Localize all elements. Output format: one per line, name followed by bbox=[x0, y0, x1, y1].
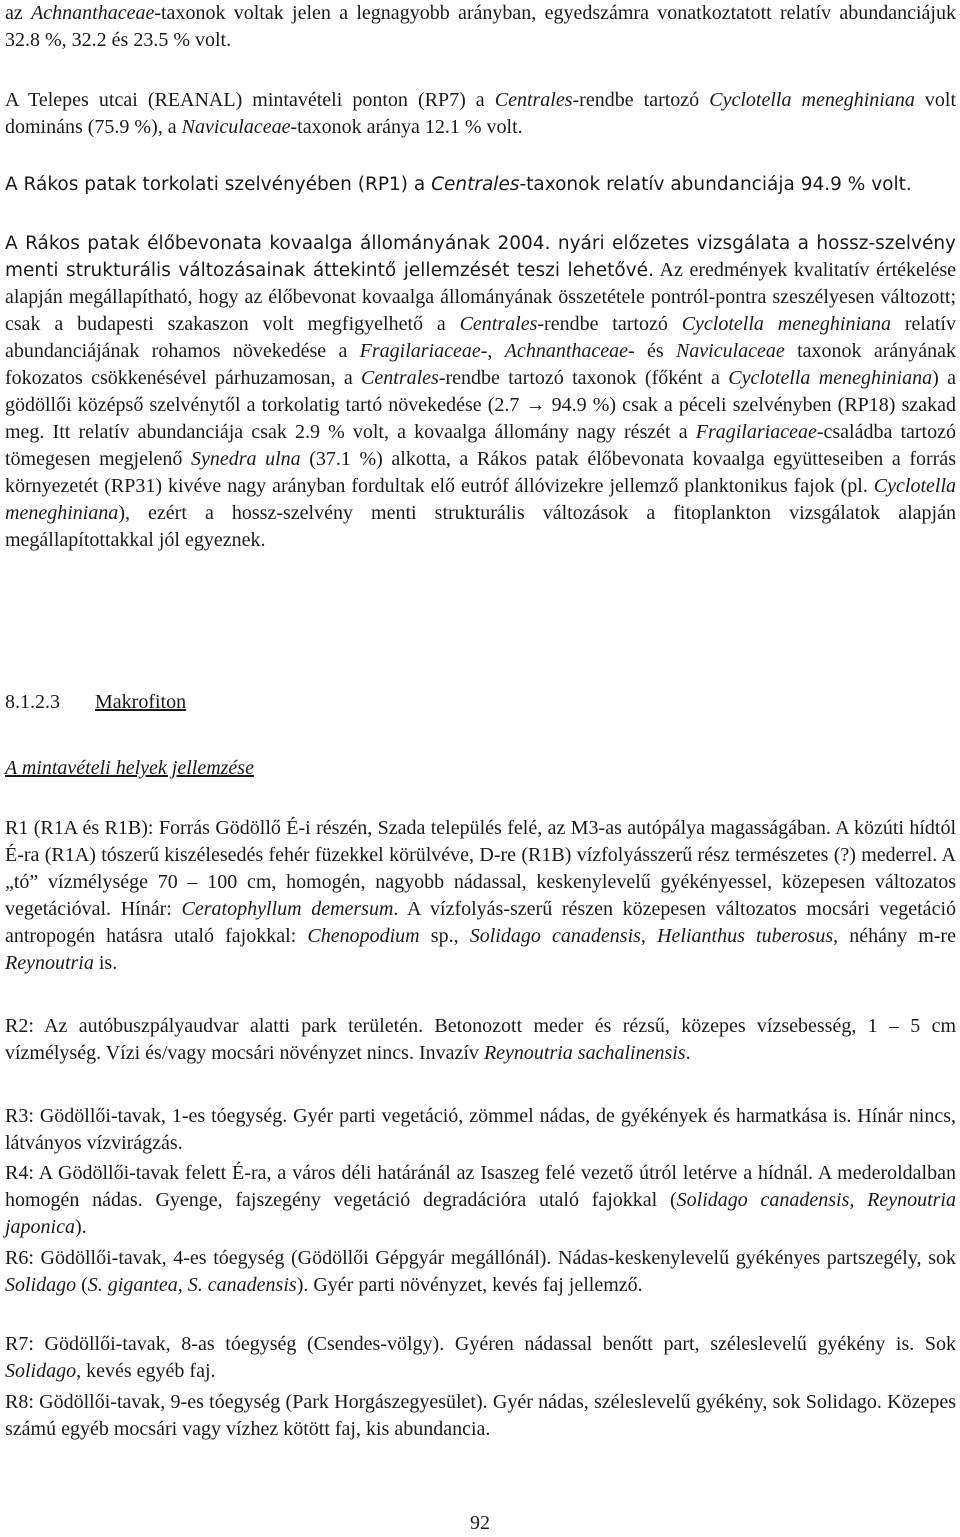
site-r6-description bbox=[5, 1245, 956, 1299]
subsection-heading bbox=[5, 755, 956, 782]
italic-text-run: Cyclotella meneghiniana bbox=[5, 475, 956, 524]
text-run: . bbox=[685, 1042, 691, 1064]
text-run: R6: Gödöllői-tavak, 4-es tóegység (Gödöllői Gépgyár megállónál). Nádas-keskenylevelű gyékényes partszegély, sok bbox=[5, 1247, 956, 1269]
paragraph-summary-evaluation bbox=[5, 230, 956, 554]
text-run: Makrofiton bbox=[95, 691, 187, 713]
italic-text-run: Solidago bbox=[5, 1274, 77, 1296]
italic-text-run: Solidago canadensis bbox=[469, 925, 641, 947]
page-number: 92 bbox=[470, 1512, 490, 1534]
text-run: -taxonok relatív abundanciája 94.9 % volt. bbox=[519, 174, 912, 195]
site-r3-description bbox=[5, 1103, 956, 1157]
italic-text-run: Fragilariaceae bbox=[359, 340, 481, 362]
italic-text-run: Ceratophyllum demersum bbox=[181, 898, 394, 920]
italic-text-run: Fragilariaceae bbox=[695, 421, 817, 443]
text-run: , bbox=[849, 1189, 868, 1211]
text-run: sp., bbox=[419, 925, 470, 947]
text-run: . A vízfolyás-szerű részen közepesen változatos mocsári vegetáció antropogén hatásra utaló fajokkal: bbox=[5, 898, 956, 947]
text-run: -rendbe tartozó taxonok (főként a bbox=[438, 367, 729, 389]
italic-text-run: Cyclotella meneghiniana bbox=[681, 313, 892, 335]
text-run: R2: Az autóbuszpályaudvar alatti park területén. Betonozott meder és rézsű, közepes vízsebesség, 1 – 5 cm vízmélység. Vízi és/vagy mocsári növényzet nincs. Invazív bbox=[5, 1015, 956, 1064]
text-run: R3: Gödöllői-tavak, 1-es tóegység. Gyér parti vegetáció, zömmel nádas, de gyékények és harmatkása is. Hínár nincs, látványos vízvirágzás. bbox=[5, 1105, 956, 1154]
text-run: az bbox=[5, 2, 32, 24]
text-run: R8: Gödöllői-tavak, 9-es tóegység (Park Horgászegyesület). Gyér nádas, széleslevelű gyékény, sok Solidago. Közepes számú egyéb mocsári vagy vízhez kötött faj, kis abundancia. bbox=[5, 1391, 956, 1440]
site-r7-description bbox=[5, 1331, 956, 1385]
italic-text-run: Naviculaceae bbox=[181, 116, 291, 138]
text-run: - és bbox=[628, 340, 676, 362]
text-run: -taxonok voltak jelen a legnagyobb arányban, egyedszámra vonatkoztatott relatív abundanciájuk 32.8 %, 32.2 és 23.5 % volt. bbox=[5, 2, 956, 51]
italic-text-run: Cyclotella meneghiniana bbox=[728, 367, 933, 389]
italic-text-run: Helianthus tuberosus bbox=[657, 925, 834, 947]
text-run: -, bbox=[480, 340, 505, 362]
text-run: R4: A Gödöllői-tavak felett É-ra, a város déli határánál az Isaszeg felé vezető útról letérve a hídnál. A mederoldalban homogén nádas. Gyenge, fajszegény vegetáció degradációra utaló fajokkal ( bbox=[5, 1162, 956, 1211]
italic-text-run: S. canadensis bbox=[187, 1274, 297, 1296]
italic-text-run: Solidago bbox=[5, 1360, 77, 1382]
italic-text-run: Reynoutria japonica bbox=[5, 1189, 956, 1238]
text-run: -rendbe tartozó bbox=[572, 89, 710, 111]
italic-text-run: Achnanthaceae bbox=[31, 2, 155, 24]
text-run: ). bbox=[75, 1216, 87, 1238]
text-run: -taxonok aránya 12.1 % volt. bbox=[290, 116, 523, 138]
text-run: ( bbox=[76, 1274, 88, 1296]
text-run: A Rákos patak élőbevonata kovaalga állományának 2004. nyári előzetes vizsgálata a hossz-szelvény menti strukturális változásainak áttekintő jellemzését teszi lehetővé. bbox=[5, 233, 956, 281]
text-run: , bbox=[177, 1274, 188, 1296]
text-run: 8.1.2.3 bbox=[5, 691, 60, 713]
italic-text-run: Centrales bbox=[459, 313, 538, 335]
text-run: R1 (R1A és R1B): Forrás Gödöllő É-i részén, Szada település felé, az M3-as autópálya magasságában. A közúti hídtól É-ra (R1A) tószerű kiszélesedés fehér füzekkel körülvéve, D-re (R1B) vízfolyásszerű rész természetes (?) mederrel. A „tó” vízmélysége 70 – 100 cm, homogén, nagyobb nádassal, keskenylevelű gyékényessel, közepesen változatos vegetációval. Hínár: bbox=[5, 817, 956, 920]
site-r1-description bbox=[5, 815, 956, 977]
italic-text-run: A mintavételi helyek jellemzése bbox=[5, 757, 254, 779]
paragraph-rakos-torkolat bbox=[5, 171, 956, 198]
text-run: , bbox=[640, 925, 658, 947]
italic-text-run: Solidago canadensis bbox=[676, 1189, 850, 1211]
italic-text-run: Centrales bbox=[361, 367, 439, 389]
italic-text-run: Naviculaceae bbox=[675, 340, 785, 362]
site-r8-description bbox=[5, 1389, 956, 1443]
paragraph-telepes-utca bbox=[5, 87, 956, 141]
site-r2-description bbox=[5, 1013, 956, 1067]
text-run: ), ezért a hossz-szelvény menti strukturális változások a fitoplankton vizsgálatok alapján megállapítottakkal jól egyeznek. bbox=[5, 502, 956, 551]
text-run: A Telepes utcai (REANAL) mintavételi ponton (RP7) a bbox=[5, 89, 495, 111]
italic-text-run: S. gigantea bbox=[87, 1274, 178, 1296]
italic-text-run: Centrales bbox=[431, 174, 520, 195]
paragraph-achnanthaceae-abundance bbox=[5, 0, 956, 54]
italic-text-run: Reynoutria sachalinensis bbox=[483, 1042, 686, 1064]
text-run: -rendbe tartozó bbox=[537, 313, 682, 335]
italic-text-run: Centrales bbox=[494, 89, 573, 111]
text-run: relatív abundanciájának rohamos növekedése a bbox=[5, 313, 956, 362]
text-run: , néhány m-re bbox=[833, 925, 956, 947]
text-run: ) a gödöllői középső szelvénytől a torkolatig tartó növekedése (2.7 → 94.9 %) csak a péceli szelvényben (RP18) szakad meg. Itt relatív abundanciája csak 2.9 % volt, a kovaalga állomány nagy részét a bbox=[5, 367, 956, 443]
site-r4-description bbox=[5, 1160, 956, 1241]
text-run: is. bbox=[93, 952, 118, 974]
italic-text-run: Chenopodium bbox=[307, 925, 420, 947]
italic-text-run: Achnanthaceae bbox=[504, 340, 628, 362]
text-run: taxonok arányának fokozatos csökkenésével párhuzamosan, a bbox=[5, 340, 956, 389]
text-run: , kevés egyéb faj. bbox=[76, 1360, 216, 1382]
italic-text-run: Synedra ulna bbox=[191, 448, 301, 470]
text-run: R7: Gödöllői-tavak, 8-as tóegység (Csendes-völgy). Gyéren nádassal benőtt part, széleslevelű gyékény is. Sok bbox=[5, 1333, 956, 1355]
italic-text-run: Reynoutria bbox=[5, 952, 94, 974]
text-run: Az eredmények kvalitatív értékelése alapján megállapítható, hogy az élőbevonat kovaalga állományának összetétele pontról-pontra szeszélyesen változott; csak a budapesti szakaszon volt megfigyelhető a bbox=[5, 259, 957, 335]
italic-text-run: Cyclotella meneghiniana bbox=[709, 89, 915, 111]
text-run: volt domináns (75.9 %), a bbox=[5, 89, 957, 138]
text-run: (37.1 %) alkotta, a Rákos patak élőbevonata kovaalga együtteseiben a forrás környezetét (RP31) kivéve nagy arányban fordultak elő eutróf állóvizekre jellemző planktonikus fajok (pl. bbox=[5, 448, 956, 497]
text-run: -családba tartozó tömegesen megjelenő bbox=[5, 421, 956, 470]
section-heading bbox=[5, 689, 956, 716]
text-run: ). Gyér parti növényzet, kevés faj jellemző. bbox=[296, 1274, 643, 1296]
text-run: A Rákos patak torkolati szelvényében (RP1) a bbox=[5, 174, 432, 195]
